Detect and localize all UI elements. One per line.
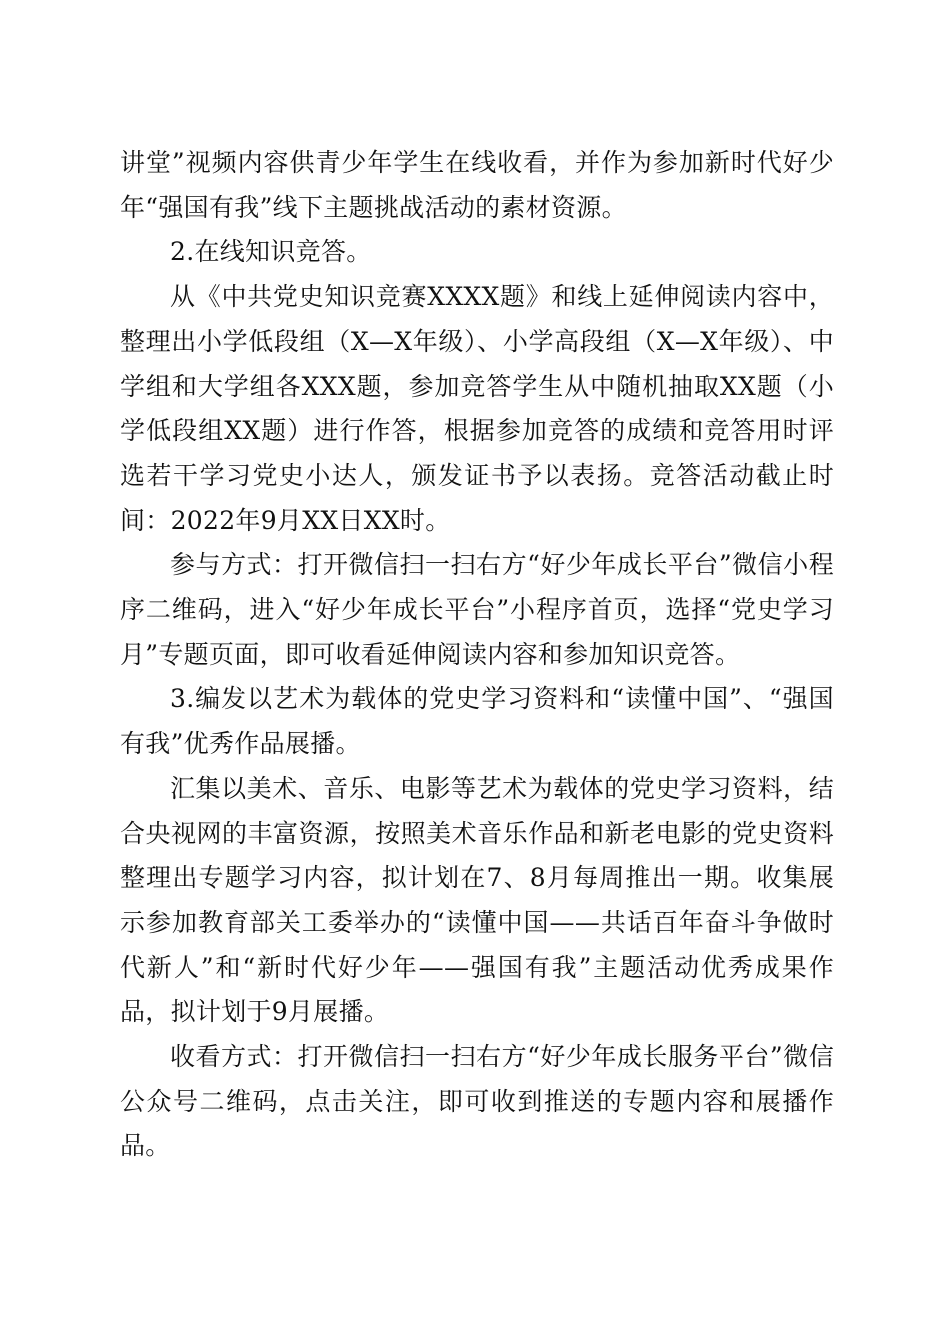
paragraph-quiz-description: 从《中共党史知识竞赛XXXX题》和线上延伸阅读内容中，整理出小学低段组（X—X年级）、小学高段组（X—X年级）、中学组和大学组各XXX题，参加竞答学生从中随机抽取XX题（小学低段组XX题）进行作答，根据参加竞答的成绩和竞答用时评选若干学习党史小达人，颁发证书予以表扬。竞答活动截止时间：2022年9月XX日XX时。 bbox=[120, 282, 834, 535]
paragraph-continuation: 讲堂”视频内容供青少年学生在线收看，并作为参加新时代好少年“强国有我”线下主题挑战活动的素材资源。 bbox=[120, 148, 834, 222]
paragraph-viewing-method: 收看方式：打开微信扫一扫右方“好少年成长服务平台”微信公众号二维码，点击关注，即可收到推送的专题内容和展播作品。 bbox=[120, 1042, 834, 1161]
paragraph-participation-method: 参与方式：打开微信扫一扫右方“好少年成长平台”微信小程序二维码，进入“好少年成长平台”小程序首页，选择“党史学习月”专题页面，即可收看延伸阅读内容和参加知识竞答。 bbox=[120, 550, 834, 669]
paragraph-art-description: 汇集以美术、音乐、电影等艺术为载体的党史学习资料，结合央视网的丰富资源，按照美术音乐作品和新老电影的党史资料整理出专题学习内容，拟计划在7、8月每周推出一期。收集展示参加教育部关工委举办的“读懂中国——共话百年奋斗争做时代新人”和“新时代好少年——强国有我”主题活动优秀成果作品，拟计划于9月展播。 bbox=[120, 773, 834, 1027]
section-heading-online-quiz: 2.在线知识竞答。 bbox=[170, 237, 372, 267]
section-heading-art-materials: 3.编发以艺术为载体的党史学习资料和“读懂中国”、“强国有我”优秀作品展播。 bbox=[120, 684, 834, 759]
document-body bbox=[120, 141, 834, 1169]
